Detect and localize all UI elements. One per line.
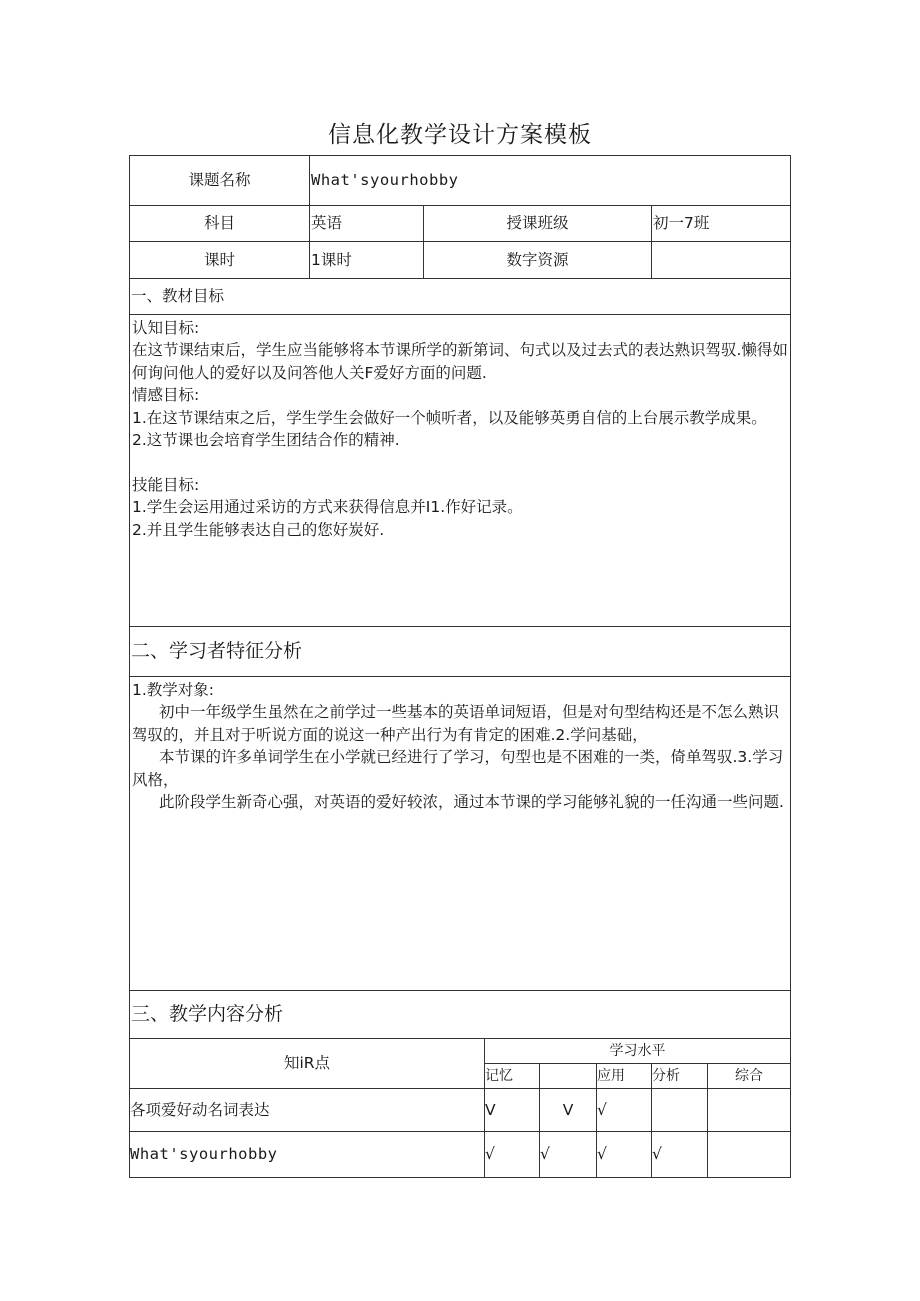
knowledge-row-2-mark-5	[708, 1132, 791, 1178]
resources-label: 数字资源	[424, 242, 652, 279]
learning-level-header: 学习水平	[485, 1039, 791, 1064]
section3-heading: 三、教学内容分析	[130, 991, 791, 1039]
level-memory: 记忆	[485, 1064, 540, 1089]
cognitive-label: 认知目标:	[132, 319, 200, 337]
knowledge-row-1-mark-3: √	[597, 1089, 652, 1132]
section1-heading: 一、教材目标	[130, 279, 791, 315]
cognitive-text: 在这节课结束后，学生应当能够将本节课所学的新第词、句式以及过去式的表达熟识驾驭.懒得如何询问他人的爱好以及问答他人关F爱好方面的问题.	[132, 341, 788, 382]
knowledge-row-2-mark-1: √	[485, 1132, 540, 1178]
level-analyze: 分析	[652, 1064, 708, 1089]
subject-value: 英语	[310, 206, 424, 242]
level-blank	[540, 1064, 597, 1089]
course-name-label: 课题名称	[130, 156, 310, 206]
course-name-value: What'syourhobby	[310, 156, 791, 206]
level-apply: 应用	[597, 1064, 652, 1089]
skill-label: 技能目标:	[132, 475, 200, 494]
level-synthesize: 综合	[708, 1064, 791, 1089]
learner-paragraph-3: 此阶段学生新奇心强，对英语的爱好较浓，通过本节课的学习能够礼貌的一任沟通一些问题.	[159, 793, 784, 812]
subject-label: 科目	[130, 206, 310, 242]
learner-paragraph-2: 本节课的许多单词学生在小学就已经进行了学习，句型也是不困难的一类，倚单驾驭.3.学习风格，	[132, 748, 784, 789]
knowledge-row-2-mark-3: √	[597, 1132, 652, 1178]
knowledge-row-1-mark-5	[708, 1089, 791, 1132]
class-value: 初一7班	[652, 206, 791, 242]
knowledge-row-2-mark-4: √	[652, 1132, 708, 1178]
emotional-label: 情感目标:	[132, 386, 200, 405]
document-title: 信息化教学设计方案模板	[328, 122, 592, 148]
section2-heading: 二、学习者特征分析	[130, 627, 791, 677]
class-label: 授课班级	[424, 206, 652, 242]
resources-value	[652, 242, 791, 279]
hours-value: 1课时	[310, 242, 424, 279]
knowledge-row-1-mark-2: V	[540, 1089, 597, 1132]
learner-paragraph-1: 初中一年级学生虽然在之前学过一些基本的英语单词短语，但是对句型结构还是不怎么熟识驾驭的，并且对于听说方面的说这一种产出行为有肯定的困难.2.学问基础，	[132, 703, 780, 744]
skill-item-2: 2.并且学生能够表达自己的您好炭好.	[132, 520, 385, 539]
emotional-item-2: 2.这节课也会培育学生团结合作的精神.	[132, 431, 400, 450]
teaching-object-label: 1.教学对象:	[132, 681, 215, 699]
knowledge-point-header: 知iR点	[130, 1039, 485, 1089]
emotional-item-1: 1.在这节课结束之后，学生学生会做好一个帧听者，以及能够英勇自信的上台展示教学成果。	[132, 408, 767, 427]
knowledge-row-2-point: What'syourhobby	[130, 1132, 485, 1178]
section2-body	[130, 677, 791, 991]
section1-body	[130, 315, 791, 627]
lesson-plan-table	[129, 155, 791, 1178]
knowledge-row-1-mark-4	[652, 1089, 708, 1132]
knowledge-row-2-mark-2: √	[540, 1132, 597, 1178]
skill-item-1: 1.学生会运用通过采访的方式来获得信息并I1.作好记录。	[132, 498, 523, 517]
knowledge-row-1-point: 各项爱好动名词表达	[130, 1089, 485, 1132]
knowledge-row-1-mark-1: V	[485, 1089, 540, 1132]
hours-label: 课时	[130, 242, 310, 279]
